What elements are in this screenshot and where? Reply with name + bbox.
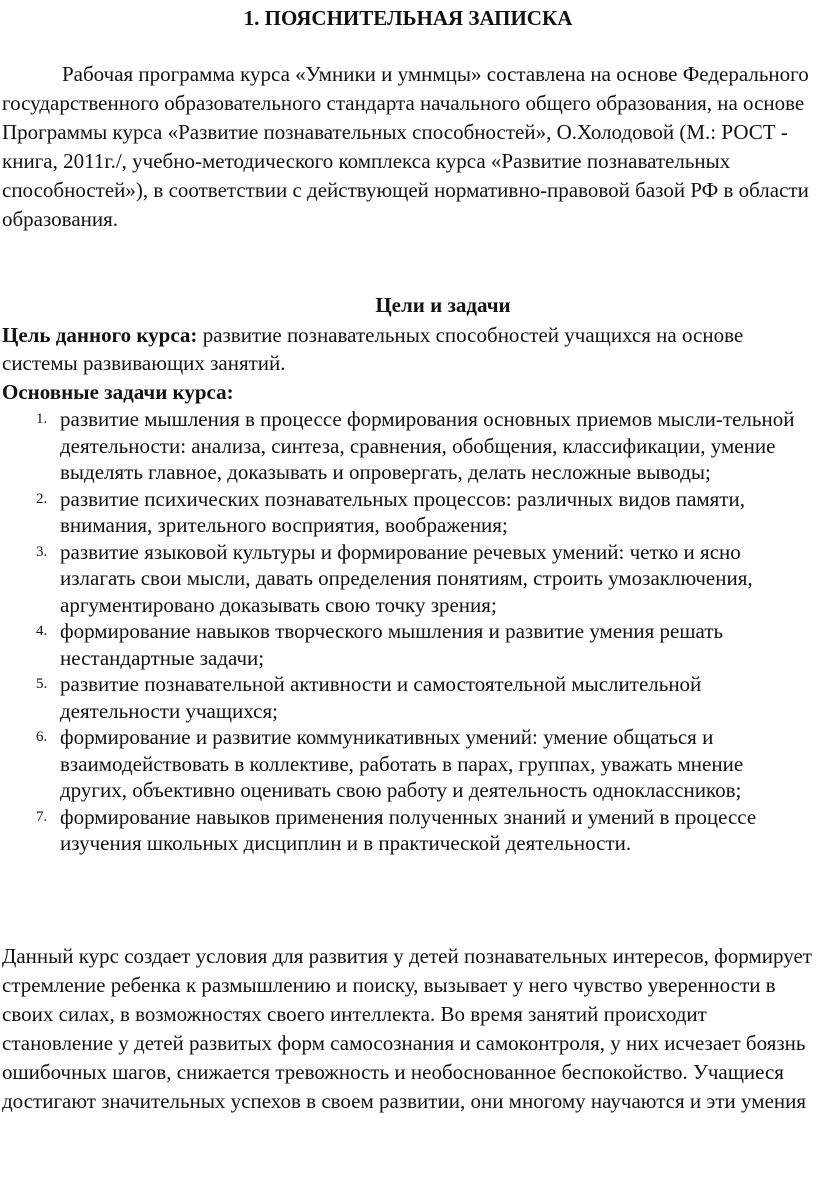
goal-text: развитие познавательных способностей учащихся на основе системы развивающих занятий. [2, 323, 744, 375]
task-item: развитие психических познавательных процессов: различных видов памяти, внимания, зрительного восприятия, воображения; [60, 486, 746, 537]
tasks-heading: Основные задачи курса: [2, 380, 234, 404]
task-item: формирование навыков применения полученных знаний и умений в процессе изучения школьных дисциплин и в практической деятельности. [60, 804, 757, 855]
document-title: 1. ПОЯСНИТЕЛЬНАЯ ЗАПИСКА [243, 6, 573, 30]
goals-heading: Цели и задачи [375, 293, 511, 317]
closing-paragraph: Данный курс создает условия для развития у детей познавательных интересов, формирует стремление ребенка к размышлению и поиску, вызывает у него чувство уверенности в своих силах, в возможностях своего интеллекта. Во время занятий происходит становление у детей развитых форм самосознания и самоконтроля, у них исчезает боязнь ошибочных шагов, снижается тревожность и необоснованное беспокойство. Учащиеся достигают значительных успехов в своем развитии, они многому научаются и эти умения [2, 943, 812, 1113]
task-item: развитие языковой культуры и формирование речевых умений: четко и ясно излагать свои мысли, давать определения понятиям, строить умозаключения, аргументировано доказывать свою точку зрения; [60, 539, 753, 617]
goal-label: Цель данного курса: [2, 323, 198, 347]
intro-paragraph: Рабочая программа курса «Умники и умнмцы» составлена на основе Федерального государственного образовательного стандарта начального общего образования, на основе Программы курса «Развитие познавательных способностей», О.Холодовой (М.: РОСТ - книга, 2011г./, учебно-методического комплекса курса «Развитие познавательных способностей»), в соответствии с действующей нормативно-правовой базой РФ в области образования. [2, 62, 809, 231]
task-item: формирование навыков творческого мышления и развитие умения решать нестандартные задачи; [60, 619, 724, 670]
document-page [0, 5, 816, 1179]
task-item: развитие мышления в процессе формирования основных приемов мысли-тельной деятельности: анализа, синтеза, сравнения, обобщения, классификации, умение выделять главное, доказывать и опровергать, делать несложные выводы; [60, 407, 795, 484]
task-item: развитие познавательной активности и самостоятельной мыслительной деятельности учащихся; [60, 672, 702, 723]
tasks-list [2, 406, 814, 857]
task-item: формирование и развитие коммуникативных умений: умение общаться и взаимодействовать в коллективе, работать в парах, группах, уважать мнение других, объективно оценивать свою работу и деятельность одноклассников; [60, 725, 744, 802]
goal-paragraph [2, 321, 814, 377]
